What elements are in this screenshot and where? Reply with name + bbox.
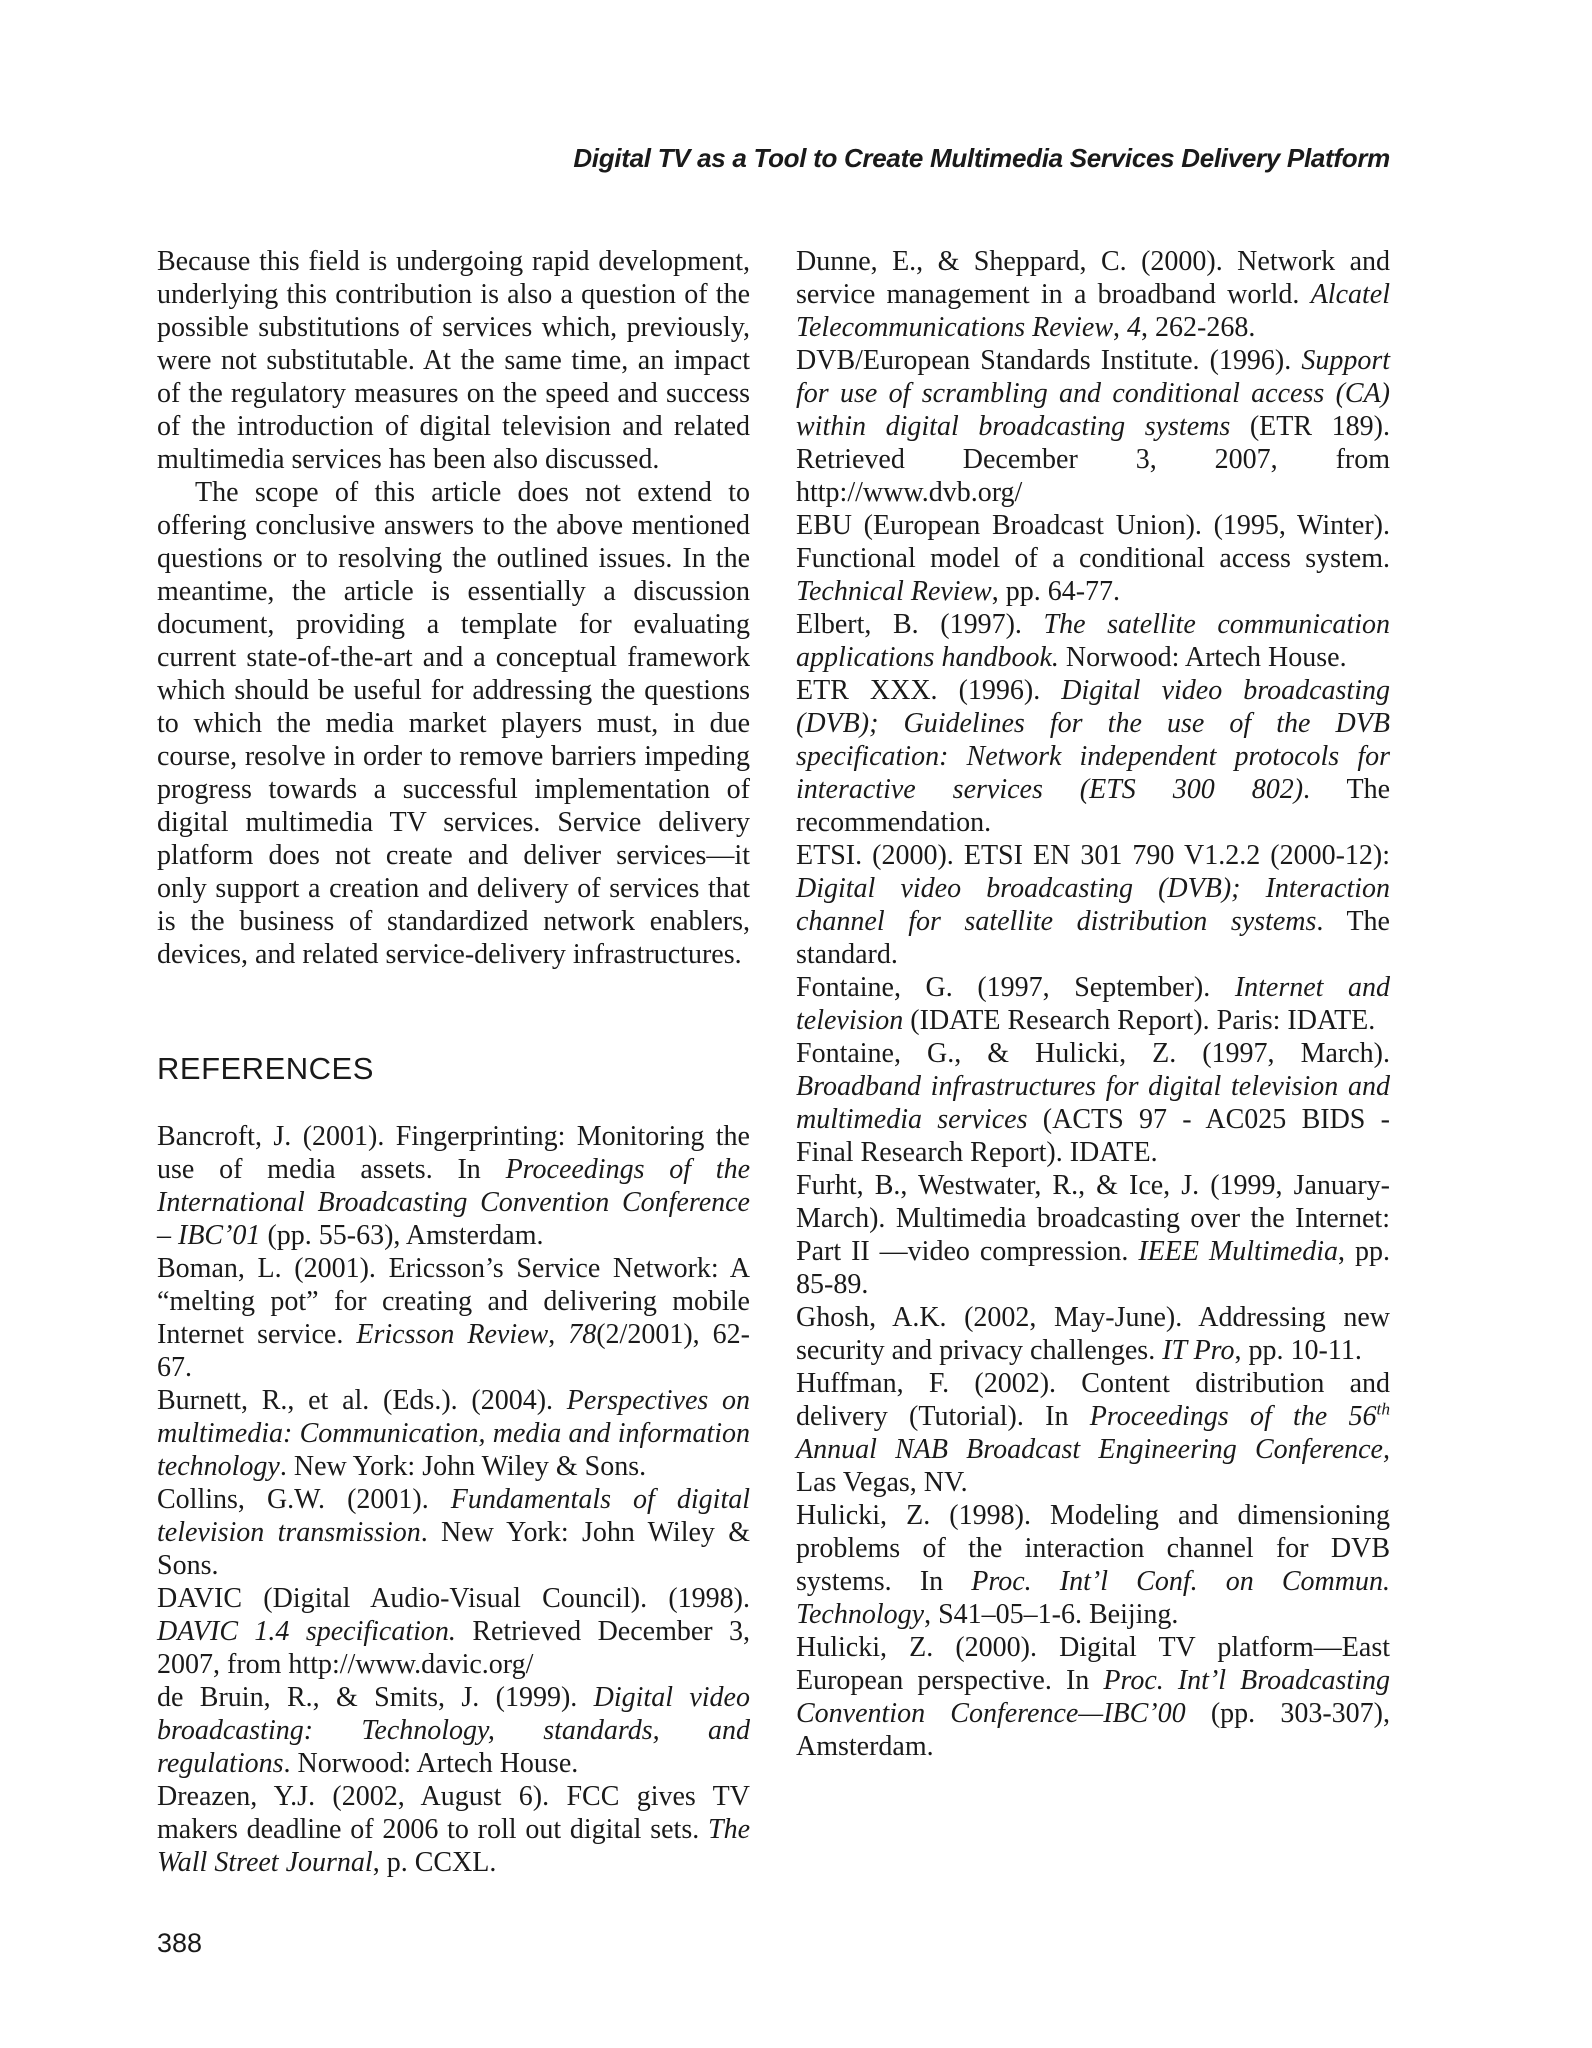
reference-entry: Hulicki, Z. (2000). Digital TV platform—East European perspective. In Proc. Int’l Broadcasting Convention Conference—IBC’00 (pp. 303-307), Amsterdam.: [796, 1632, 1390, 1762]
reference-entry: Elbert, B. (1997). The satellite communication applications handbook. Norwood: Artech House.: [796, 609, 1390, 673]
reference-entry: DAVIC (Digital Audio-Visual Council). (1998). DAVIC 1.4 specification. Retrieved December 3, 2007, from http://www.davic.org/: [157, 1583, 750, 1680]
reference-entry: EBU (European Broadcast Union). (1995, Winter). Functional model of a conditional access system. Technical Review, pp. 64-77.: [796, 510, 1390, 607]
reference-entry: Huffman, F. (2002). Content distribution and delivery (Tutorial). In Proceedings of the 56th Annual NAB Broadcast Engineering Conference, Las Vegas, NV.: [796, 1368, 1391, 1498]
reference-entry: ETSI. (2000). ETSI EN 301 790 V1.2.2 (2000-12): Digital video broadcasting (DVB); Interaction channel for satellite distribution systems. The standard.: [796, 840, 1390, 970]
text-columns: [157, 245, 1390, 1879]
references-heading: REFERENCES: [157, 1051, 374, 1086]
left-column: [157, 245, 750, 1879]
reference-entry: Fontaine, G. (1997, September). Internet and television (IDATE Research Report). Paris: IDATE.: [796, 972, 1391, 1036]
references-list-right: [796, 245, 1390, 1763]
reference-entry: Dreazen, Y.J. (2002, August 6). FCC gives TV makers deadline of 2006 to roll out digital sets. The Wall Street Journal, p. CCXL.: [157, 1781, 750, 1878]
body-paragraph: Because this field is undergoing rapid development, underlying this contribution is also a question of the possible substitutions of services which, previously, were not substitutable. At the same time, an impact of the regulatory measures on the speed and success of the introduction of digital television and related multimedia services has been also discussed.: [157, 246, 750, 475]
reference-entry: Bancroft, J. (2001). Fingerprinting: Monitoring the use of media assets. In Proceedings of the International Broadcasting Convention Conference – IBC’01 (pp. 55-63), Amsterdam.: [157, 1121, 751, 1251]
page-number: 388: [157, 1928, 203, 1958]
references-list-left: [157, 1120, 750, 1879]
body-paragraph: The scope of this article does not extend to offering conclusive answers to the above mentioned questions or to resolving the outlined issues. In the meantime, the article is essentially a discussion document, providing a template for evaluating current state-of-the-art and a conceptual framework which should be useful for addressing the questions to which the media market players must, in due course, resolve in order to remove barriers impeding progress towards a successful implementation of digital multimedia TV services. Service delivery platform does not create and deliver services—it only support a creation and delivery of services that is the business of standardized network enablers, devices, and related service-delivery infrastructures.: [157, 477, 750, 970]
reference-entry: ETR XXX. (1996). Digital video broadcasting (DVB); Guidelines for the use of the DVB specification: Network independent protocols for interactive services (ETS 300 802). The recommendation.: [796, 675, 1391, 838]
reference-entry: de Bruin, R., & Smits, J. (1999). Digital video broadcasting: Technology, standards, and regulations. Norwood: Artech House.: [157, 1682, 750, 1779]
reference-entry: Collins, G.W. (2001). Fundamentals of digital television transmission. New York: John Wiley & Sons.: [157, 1484, 751, 1581]
right-column: [796, 245, 1390, 1879]
running-header: Digital TV as a Tool to Create Multimedia Services Delivery Platform: [573, 143, 1390, 173]
reference-entry: Ghosh, A.K. (2002, May-June). Addressing new security and privacy challenges. IT Pro, pp. 10-11.: [796, 1302, 1390, 1366]
reference-entry: Furht, B., Westwater, R., & Ice, J. (1999, January-March). Multimedia broadcasting over the Internet: Part II —video compression. IEEE Multimedia, pp. 85-89.: [796, 1170, 1390, 1300]
reference-entry: DVB/European Standards Institute. (1996). Support for use of scrambling and conditional access (CA) within digital broadcasting systems (ETR 189). Retrieved December 3, 2007, from http://www.dvb.org/: [796, 345, 1390, 508]
reference-entry: Fontaine, G., & Hulicki, Z. (1997, March). Broadband infrastructures for digital television and multimedia services (ACTS 97 - AC025 BIDS - Final Research Report). IDATE.: [796, 1038, 1390, 1168]
reference-entry: Boman, L. (2001). Ericsson’s Service Network: A “melting pot” for creating and delivering mobile Internet service. Ericsson Review, 78(2/2001), 62-67.: [157, 1253, 750, 1383]
reference-entry: Dunne, E., & Sheppard, C. (2000). Network and service management in a broadband world. Alcatel Telecommunications Review, 4, 262-268.: [796, 246, 1390, 343]
reference-entry: Burnett, R., et al. (Eds.). (2004). Perspectives on multimedia: Communication, media and information technology. New York: John Wiley & Sons.: [157, 1385, 751, 1482]
reference-entry: Hulicki, Z. (1998). Modeling and dimensioning problems of the interaction channel for DVB systems. In Proc. Int’l Conf. on Commun. Technology, S41–05–1-6. Beijing.: [796, 1500, 1391, 1630]
